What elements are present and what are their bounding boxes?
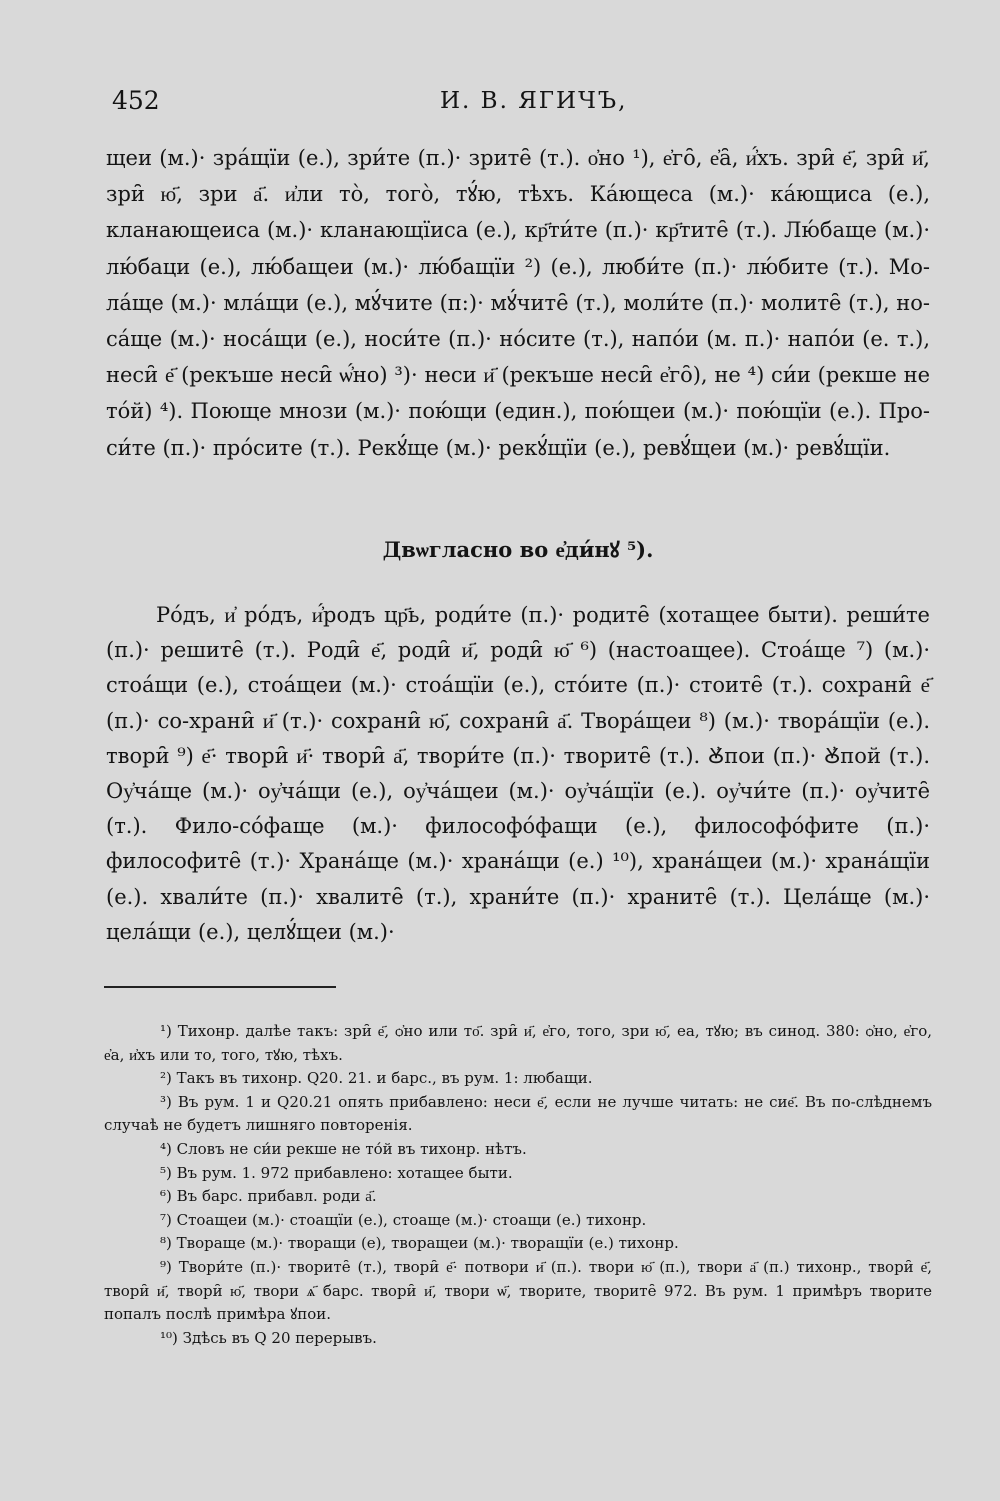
footnote-separator (104, 986, 336, 988)
footnote-3: ³) Въ рум. 1 и Q20.21 опять прибавлено: неси е҃, если не лучше читать: не сие҃. Въ по-слѣднемъ случаѣ не будетъ лишняго повторенія. (104, 1092, 932, 1135)
footnote-9: ⁹) Твори́те (п.)· творите̑ (т.), твори̑ е҃· потвори и҃ (п.). твори ю҃ (п.), твори а҃ (п.) тихонр., твори̑ е҃, твори̑ и҃, твори̑ ю҃, твори ѧ҃ барс. твори̑ и҃, твори ѡ҃, творите, творите̑ 972. Въ рум. 1 примѣръ творите попалъ послѣ примѣра ꙋпои. (104, 1257, 932, 1324)
footnote-2: ²) Такъ въ тихонр. Q20. 21. и барс., въ рум. 1: любащи. (160, 1069, 593, 1088)
footnote-4: ⁴) Словъ не си́и рекше не то́й въ тихонр. нѣтъ. (160, 1139, 527, 1158)
footnote-8: ⁸) Твораще (м.)· творащи (е), творащеи (м.)· творащїи (е.) тихонр. (160, 1234, 679, 1253)
footnote-5: ⁵) Въ рум. 1. 972 прибавлено: хотащее быти. (160, 1163, 513, 1182)
section-text (106, 598, 930, 950)
footnote-10: ¹⁰) Здѣсь въ Q 20 перерывъ. (160, 1328, 377, 1347)
running-head: И. В. ЯГИЧЪ, (440, 88, 628, 114)
footnotes (104, 1020, 932, 1350)
paragraph-continued: щеи (м.)· зра́щїи (е.), зри́те (п.)· зрите̑ (т.). о҆но ¹), е҆го̑, е҆а̑, и҆́хъ. зри̑ е҃, зри̑ и҃, зри̑ ю҃, зри а҃. и҆ли то̀, того̀, тꙋ́ю, тѣхъ. Ка́ющеса (м.)· ка́ющиса (е.), кланающеиса (м.)· кланающїиса (е.), кр҃ти́те (п.)· кр҃тите̑ (т.). Лю́баще (м.)· лю́баци (е.), лю́бащеи (м.)· лю́бащїи ²) (е.), люби́те (п.)· лю́бите (т.). Мо-ла́ще (м.)· мла́щи (е.), мꙋ́чите (п:)· мꙋ́чите̑ (т.), моли́те (п.)· молите̑ (т.), но-са́ще (м.)· носа́щи (е.), носи́те (п.)· но́сите (т.), напо́и (м. п.)· напо́и (е. т.), неси̑ е҃ (рекъше неси̑ ѡ҆́но) ³)· неси и҃ (рекъше неси̑ е҆го̑), не ⁴) си́и (рекше не то́й) ⁴). Поюще мнози (м.)· пою́щи (един.), пою́щеи (м.)· пою́щїи (е.). Про-си́те (п.)· про́сите (т.). Рекꙋ́ще (м.)· рекꙋ́щїи (е.), ревꙋ́щеи (м.)· ревꙋ́щїи. (106, 146, 930, 460)
footnote-1: ¹) Тихонр. далѣе такъ: зри̑ е҃, ѻ҆но или то҃. зри̑ и҃, е҆го, того, зри ю҃, еа, тꙋю; въ синод. 380: ѻ҆но, е҆го, е҆а, и҆хъ или то, того, тꙋю, тѣхъ. (104, 1022, 932, 1064)
footnote-6: ⁶) Въ барс. прибавл. роди а҃. (160, 1187, 377, 1206)
body-text (106, 140, 930, 466)
footnote-7: ⁷) Стоащеи (м.)· стоащїи (е.), стоаще (м.)· стоащи (е.) тихонр. (160, 1210, 647, 1229)
page-number: 452 (112, 86, 160, 115)
section-paragraph: Ро́дъ, и҆ ро́дъ, и҆́родъ цр҃ь, роди́те (п.)· родите̑ (хотащее быти). реши́те (п.)· решите̑ (т.). Роди̑ е҃, роди̑ и҃, роди̑ ю҃ ⁶) (настоащее). Стоа́ще ⁷) (м.)· стоа́щи (е.), стоа́щеи (м.)· стоа́щїи (е.), сто́ите (п.)· стоите̑ (т.). сохрани̑ е҃ (п.)· со-храни̑ и҃ (т.)· сохрани̑ ю҃, сохрани̑ а҃. Твора́щеи ⁸) (м.)· твора́щїи (е.). твори̑ ⁹) е҃· твори̑ и҃· твори̑ а҃, твори́те (п.)· творите̑ (т.). Ꙋ҆пои (п.)· Ꙋ҆пой (т.). Оу҆ча́ще (м.)· оу҆ча́щи (е.), оу҆ча́щеи (м.)· оу҆ча́щїи (е.). оу҆чи́те (п.)· оу҆чите̑ (т.). Фило-со́фаще (м.)· философо́фащи (е.), философо́фите (п.)· философите̑ (т.)· Храна́ще (м.)· храна́щи (е.) ¹⁰), храна́щеи (м.)· храна́щїи (е.). хвали́те (п.)· хвалите̑ (т.), храни́те (п.)· храните̑ (т.). Цела́ще (м.)· цела́щи (е.), целꙋ́щеи (м.)· (106, 603, 930, 944)
section-heading: Двѡгласно во е҆ди́нꙋ ⁵). (382, 537, 654, 562)
